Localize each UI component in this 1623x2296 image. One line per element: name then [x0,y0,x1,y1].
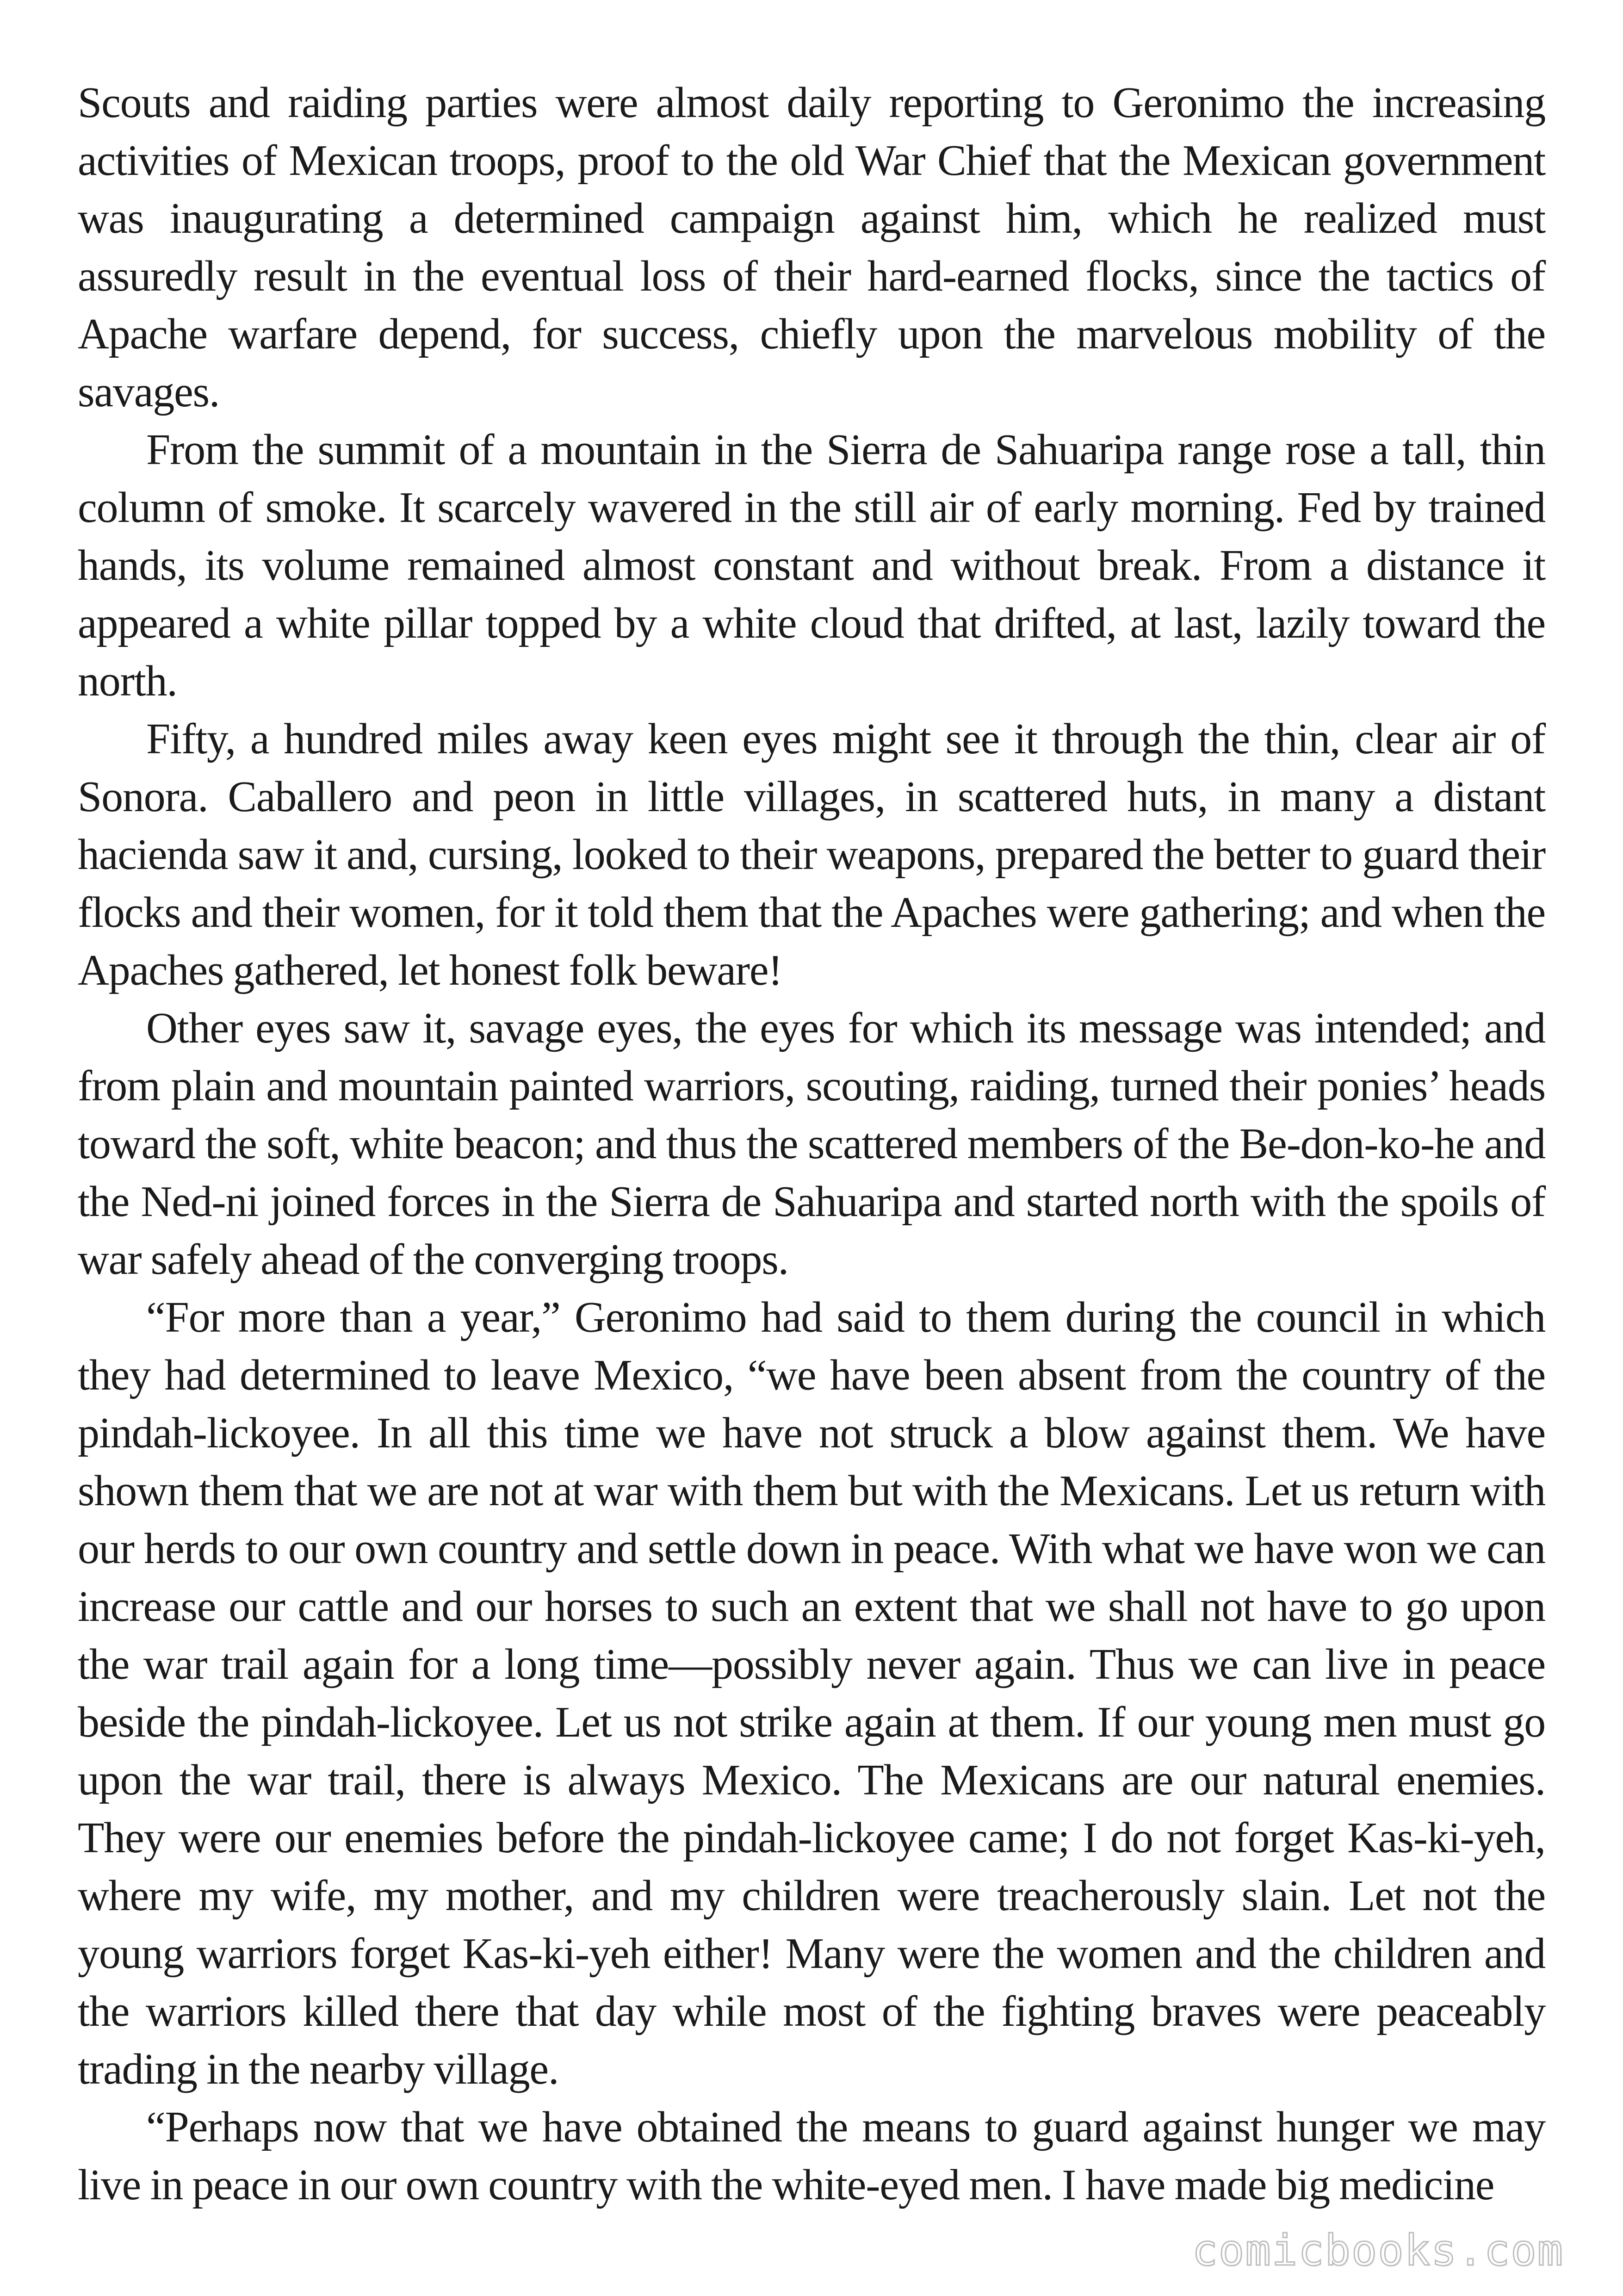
body-text [78,74,1545,2214]
watermark: comicbooks.com [1192,2226,1564,2275]
paragraph-2: From the summit of a mountain in the Sierra de Sahuaripa range rose a tall, thin column of smoke. It scarcely wavered in the still air of early morning. Fed by trained hands, its volume remained almost constant and without break. From a distance it appeared a white pillar topped by a white cloud that drifted, at last, lazily toward the north. [78,426,1545,705]
paragraph-3: Fifty, a hundred miles away keen eyes might see it through the thin, clear air of Sonora. Caballero and peon in little villages, in scattered huts, in many a distant hacienda saw it and, cursing, looked to their weapons, prepared the better to guard their flocks and their women, for it told them that the Apaches were gathering; and when the Apaches gathered, let honest folk beware! [78,715,1545,994]
paragraph-6: “Perhaps now that we have obtained the means to guard against hunger we may live in peace in our own country with the white-eyed men. I have made big medicine [78,2103,1545,2209]
paragraph-5: “For more than a year,” Geronimo had said to them during the council in which they had determined to leave Mexico, “we have been absent from the country of the pindah-lickoyee. In all this time we have not struck a blow against them. We have shown them that we are not at war with them but with the Mexicans. Let us return with our herds to our own country and settle down in peace. With what we have won we can increase our cattle and our horses to such an extent that we shall not have to go upon the war trail again for a long time—possibly never again. Thus we can live in peace beside the pindah-lickoyee. Let us not strike again at them. If our young men must go upon the war trail, there is always Mexico. The Mexicans are our natural enemies. They were our enemies before the pindah-lickoyee came; I do not forget Kas-ki-yeh, where my wife, my mother, and my children were treacherously slain. Let not the young warriors forget Kas-ki-yeh either! Many were the women and the children and the warriors killed there that day while most of the fighting braves were peaceably trading in the nearby village. [78,1293,1545,2093]
paragraph-4: Other eyes saw it, savage eyes, the eyes for which its message was intended; and from plain and mountain painted warriors, scouting, raiding, turned their ponies’ heads toward the soft, white beacon; and thus the scattered members of the Be-don-ko-he and the Ned-ni joined forces in the Sierra de Sahuaripa and started north with the spoils of war safely ahead of the converging troops. [78,1004,1545,1284]
paragraph-1: Scouts and raiding parties were almost daily reporting to Geronimo the increasing activities of Mexican troops, proof to the old War Chief that the Mexican government was inaugurating a determined campaign against him, which he realized must assuredly result in the eventual loss of their hard-earned flocks, since the tactics of Apache warfare depend, for success, chiefly upon the marvelous mobility of the savages. [78,79,1545,416]
